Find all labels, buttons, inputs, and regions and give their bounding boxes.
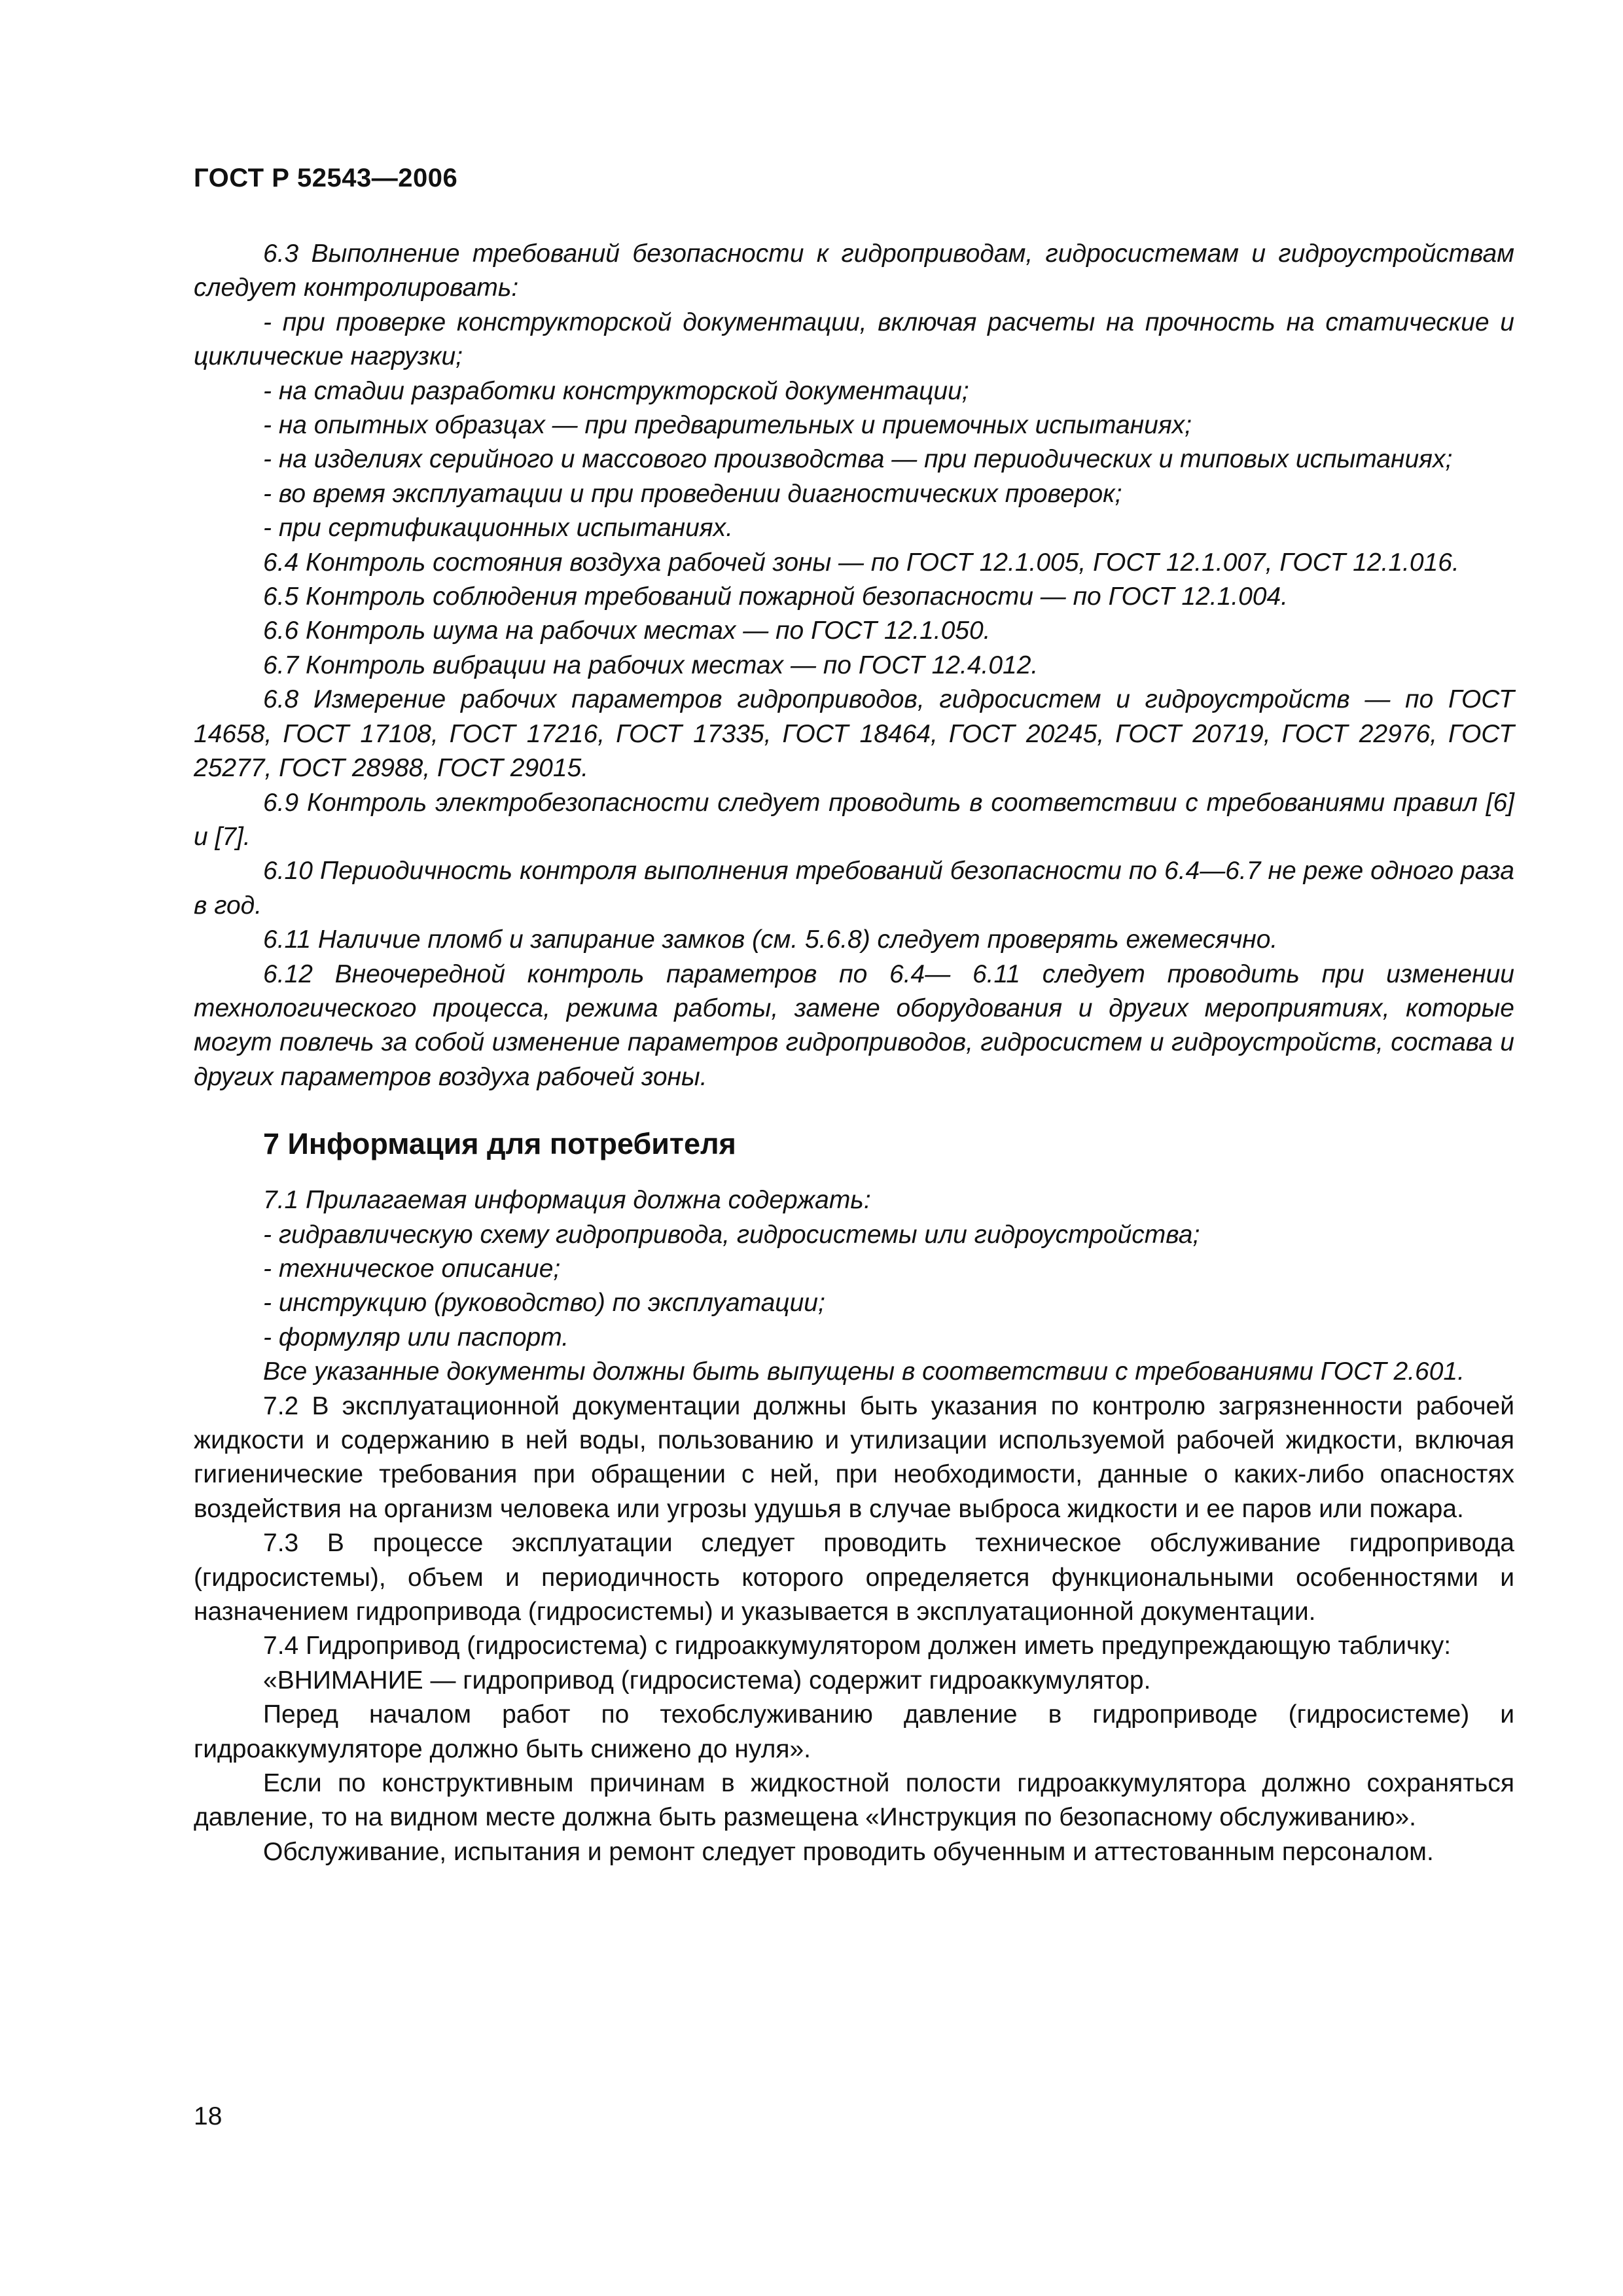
paragraph-6-6: 6.6 Контроль шума на рабочих местах — по ГОСТ 12.1.050.	[263, 617, 991, 645]
list-item: - техническое описание;	[263, 1254, 561, 1283]
paragraph-6-12: 6.12 Внеочередной контроль параметров по 6.4— 6.11 следует проводить при изменении технологического процесса, режима работы, замене оборудования и других мероприятиях, которые могут повлечь за собой изменение параметров гидроприводов, гидросистем и гидроустройств, состава и других параметров воздуха рабочей зоны.	[194, 960, 1514, 1091]
paragraph-6-5: 6.5 Контроль соблюдения требований пожарной безопасности — по ГОСТ 12.1.004.	[263, 583, 1288, 611]
paragraph-7-2: 7.2 В эксплуатационной документации должны быть указания по контролю загрязненности рабочей жидкости и содержанию в ней воды, пользованию и утилизации используемой рабочей жидкости, включая гигиенические требования при обращении с ней, при необходимости, данные о каких-либо опасностях воздействия на организм человека или угрозы удушья в случае выброса жидкости и ее паров или пожара.	[194, 1391, 1514, 1523]
paragraph-7-3: 7.3 В процессе эксплуатации следует проводить техническое обслуживание гидропривода (гидросистемы), объем и периодичность которого определяется функциональными особенностями и назначением гидропривода (гидросистемы) и указывается в эксплуатационной документации.	[194, 1529, 1514, 1626]
list-item: - на опытных образцах — при предварительных и приемочных испытаниях;	[263, 411, 1192, 440]
list-item: - на изделиях серийного и массового производства — при периодических и типовых испытаниях;	[263, 445, 1453, 474]
paragraph-7-1-note: Все указанные документы должны быть выпущены в соответствии с требованиями ГОСТ 2.601.	[263, 1357, 1465, 1386]
list-item: - во время эксплуатации и при проведении диагностических проверок;	[263, 479, 1122, 508]
list-item: - при проверке конструкторской документации, включая расчеты на прочность на статические и циклические нагрузки;	[194, 308, 1514, 371]
list-item: - формуляр или паспорт.	[263, 1323, 569, 1352]
paragraph-7-4-pressure: Если по конструктивным причинам в жидкостной полости гидроаккумулятора должно сохраняться давление, то на видном месте должна быть размещена «Инструкция по безопасному обслуживанию».	[194, 1769, 1514, 1832]
list-item: - при сертификационных испытаниях.	[263, 514, 733, 543]
paragraph-6-9: 6.9 Контроль электробезопасности следует проводить в соответствии с требованиями правил [6] и [7].	[194, 788, 1514, 851]
paragraph-7-4-personnel: Обслуживание, испытания и ремонт следует проводить обученным и аттестованным персоналом.	[263, 1837, 1434, 1866]
paragraph-7-1: 7.1 Прилагаемая информация должна содержать:	[263, 1186, 871, 1215]
warning-text: «ВНИМАНИЕ — гидропривод (гидросистема) содержит гидроаккумулятор.	[263, 1666, 1151, 1695]
paragraph-7-4: 7.4 Гидропривод (гидросистема) с гидроаккумулятором должен иметь предупреждающую табличку:	[263, 1632, 1452, 1660]
paragraph-6-11: 6.11 Наличие пломб и запирание замков (см. 5.6.8) следует проверять ежемесячно.	[263, 925, 1278, 954]
document-body	[194, 237, 1514, 1869]
paragraph-6-4: 6.4 Контроль состояния воздуха рабочей зоны — по ГОСТ 12.1.005, ГОСТ 12.1.007, ГОСТ 12.1.016.	[263, 548, 1459, 577]
paragraph-6-3: 6.3 Выполнение требований безопасности к гидроприводам, гидросистемам и гидроустройствам следует контролировать:	[194, 240, 1514, 302]
list-item: - гидравлическую схему гидропривода, гидросистемы или гидроустройства;	[263, 1220, 1200, 1249]
page-number: 18	[194, 2102, 223, 2130]
paragraph-6-10: 6.10 Периодичность контроля выполнения требований безопасности по 6.4—6.7 не реже одного раза в год.	[194, 857, 1514, 920]
paragraph-6-8: 6.8 Измерение рабочих параметров гидроприводов, гидросистем и гидроустройств — по ГОСТ 14658, ГОСТ 17108, ГОСТ 17216, ГОСТ 17335, ГОСТ 18464, ГОСТ 20245, ГОСТ 20719, ГОСТ 22976, ГОСТ 25277, ГОСТ 28988, ГОСТ 29015.	[194, 685, 1514, 783]
document-header: ГОСТ Р 52543—2006	[194, 164, 458, 192]
paragraph-6-7: 6.7 Контроль вибрации на рабочих местах — по ГОСТ 12.4.012.	[263, 651, 1039, 679]
section-7-title: 7 Информация для потребителя	[263, 1127, 736, 1161]
warning-text-continued: Перед началом работ по техобслуживанию давление в гидроприводе (гидросистеме) и гидроаккумуляторе должно быть снижено до нуля».	[194, 1700, 1514, 1763]
list-item: - на стадии разработки конструкторской документации;	[263, 376, 969, 405]
list-item: - инструкцию (руководство) по эксплуатации;	[263, 1289, 825, 1318]
